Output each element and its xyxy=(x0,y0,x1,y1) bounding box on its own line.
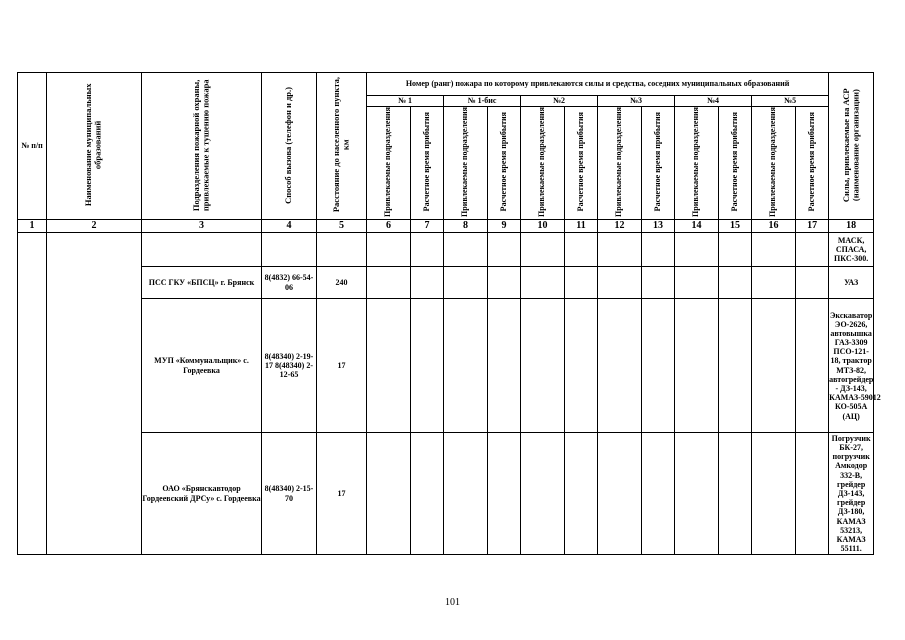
call-cell: 8(4832) 66-54-06 xyxy=(262,267,317,299)
column-number: 3 xyxy=(142,220,262,233)
unit-cell xyxy=(142,233,262,267)
table-row xyxy=(18,299,874,433)
table-row xyxy=(18,433,874,555)
column-number: 14 xyxy=(675,220,719,233)
subheader-units-label: Привлекаемые подразделения xyxy=(460,107,470,217)
subheader-units-label: Привлекаемые подразделения xyxy=(768,107,778,217)
empty-cell xyxy=(565,433,598,555)
distance-cell: 17 xyxy=(317,299,367,433)
column-number: 4 xyxy=(262,220,317,233)
empty-cell xyxy=(488,267,521,299)
empty-cell xyxy=(565,233,598,267)
empty-cell xyxy=(488,233,521,267)
column-number: 5 xyxy=(317,220,367,233)
column-number: 18 xyxy=(829,220,874,233)
empty-cell xyxy=(752,299,796,433)
rank-header-3 xyxy=(598,96,675,107)
rank-label: №3 xyxy=(629,96,643,106)
header-col-municipality xyxy=(47,73,142,220)
subheader-time xyxy=(411,107,444,220)
distance-cell: 240 xyxy=(317,267,367,299)
subheader-units-label: Привлекаемые подразделения xyxy=(691,107,701,217)
table-row xyxy=(18,267,874,299)
empty-cell xyxy=(598,299,642,433)
column-number: 11 xyxy=(565,220,598,233)
empty-cell xyxy=(796,233,829,267)
column-number: 8 xyxy=(444,220,488,233)
municipality-cell xyxy=(47,233,142,555)
asr-forces-cell: МАСК, СПАСА, ПКС-300. xyxy=(829,233,874,267)
empty-cell xyxy=(444,267,488,299)
header-col-asr xyxy=(829,73,874,220)
table-row xyxy=(18,233,874,267)
header-rank-group-label: Номер (ранг) пожара по которому привлекаются силы и средства, соседних муниципальных образований xyxy=(405,79,790,89)
empty-cell xyxy=(675,433,719,555)
empty-cell xyxy=(675,267,719,299)
header-units-label: Подразделения пожарной охраны, привлекаемые к тушению пожара xyxy=(190,79,211,211)
column-number: 10 xyxy=(521,220,565,233)
header-rank-group xyxy=(367,73,829,96)
header-distance-label: Расстояние до населенного пункта, км xyxy=(330,77,351,213)
empty-cell xyxy=(796,433,829,555)
empty-cell xyxy=(367,233,411,267)
empty-cell xyxy=(642,433,675,555)
header-col-number-label: № п/п xyxy=(21,141,43,151)
empty-cell xyxy=(642,299,675,433)
empty-cell xyxy=(367,299,411,433)
subheader-units-label: Привлекаемые подразделения xyxy=(383,107,393,217)
empty-cell xyxy=(642,233,675,267)
empty-cell xyxy=(719,267,752,299)
header-call-label: Способ вызова (телефон и др.) xyxy=(283,86,294,204)
empty-cell xyxy=(675,299,719,433)
header-col-number xyxy=(18,73,47,220)
column-number: 2 xyxy=(47,220,142,233)
subheader-units xyxy=(521,107,565,220)
call-cell xyxy=(262,233,317,267)
empty-cell xyxy=(411,433,444,555)
rank-header-1 xyxy=(367,96,444,107)
empty-cell xyxy=(565,299,598,433)
subheader-time-label: Расчетное время прибытия xyxy=(652,112,662,212)
column-numbers-row xyxy=(18,220,874,233)
empty-cell xyxy=(367,433,411,555)
subheader-time-label: Расчетное время прибытия xyxy=(498,112,508,212)
call-cell: 8(48340) 2-19-17 8(48340) 2-12-65 xyxy=(262,299,317,433)
empty-cell xyxy=(598,267,642,299)
empty-cell xyxy=(411,233,444,267)
subheader-time-label: Расчетное время прибытия xyxy=(806,112,816,212)
empty-cell xyxy=(521,433,565,555)
column-number: 12 xyxy=(598,220,642,233)
subheader-time xyxy=(565,107,598,220)
empty-cell xyxy=(598,433,642,555)
subheader-units xyxy=(444,107,488,220)
empty-cell xyxy=(488,299,521,433)
unit-cell: ПСС ГКУ «БПСЦ» г. Брянск xyxy=(142,267,262,299)
empty-cell xyxy=(521,299,565,433)
asr-forces-cell: Экскаватор ЭО-2626, автовышка ГАЗ-3309 ПСО-121-18, трактор МТЗ-82, автогрейдер - ДЗ-143, КАМАЗ-59012 КО-505А (АЦ) xyxy=(829,299,874,433)
subheader-units xyxy=(675,107,719,220)
row-number-cell xyxy=(18,233,47,555)
empty-cell xyxy=(411,299,444,433)
unit-cell: МУП «Коммунальщик» с. Гордеевка xyxy=(142,299,262,433)
empty-cell xyxy=(642,267,675,299)
empty-cell xyxy=(565,267,598,299)
column-number: 1 xyxy=(18,220,47,233)
empty-cell xyxy=(719,233,752,267)
empty-cell xyxy=(752,267,796,299)
empty-cell xyxy=(719,299,752,433)
asr-forces-cell: УАЗ xyxy=(829,267,874,299)
empty-cell xyxy=(444,433,488,555)
subheader-units xyxy=(752,107,796,220)
rank-label: №2 xyxy=(552,96,566,106)
rank-label: №4 xyxy=(706,96,720,106)
subheader-units-label: Привлекаемые подразделения xyxy=(614,107,624,217)
asr-forces-cell: Погрузчик БК-27, погрузчик Амкодор 332-В, грейдер ДЗ-143, грейдер ДЗ-180, КАМАЗ 53213, КАМАЗ 55111. xyxy=(829,433,874,555)
empty-cell xyxy=(367,267,411,299)
column-number: 17 xyxy=(796,220,829,233)
header-asr-label: Силы, привлекаемые на АСР (наименование организации) xyxy=(840,88,861,202)
rank-label: № 1-бис xyxy=(467,96,497,106)
rank-label: №5 xyxy=(784,96,797,106)
header-municipality-label: Наименование муниципальных образований xyxy=(83,83,103,207)
call-cell: 8(48340) 2-15-70 xyxy=(262,433,317,555)
empty-cell xyxy=(444,233,488,267)
subheader-time-label: Расчетное время прибытия xyxy=(729,112,739,212)
rank-header-1bis xyxy=(444,96,521,107)
column-number: 7 xyxy=(411,220,444,233)
empty-cell xyxy=(521,233,565,267)
header-col-units xyxy=(142,73,262,220)
subheader-time xyxy=(719,107,752,220)
subheader-units xyxy=(367,107,411,220)
empty-cell xyxy=(411,267,444,299)
empty-cell xyxy=(752,233,796,267)
empty-cell xyxy=(521,267,565,299)
page-number: 101 xyxy=(445,597,460,608)
subheader-time xyxy=(642,107,675,220)
empty-cell xyxy=(752,433,796,555)
empty-cell xyxy=(796,299,829,433)
header-col-call xyxy=(262,73,317,220)
subheader-units xyxy=(598,107,642,220)
subheader-time xyxy=(488,107,521,220)
subheader-units-label: Привлекаемые подразделения xyxy=(537,107,547,217)
distance-cell: 17 xyxy=(317,433,367,555)
rank-header-4 xyxy=(675,96,752,107)
unit-cell: ОАО «Брянскавтодор Гордеевский ДРСу» с. Гордеевка xyxy=(142,433,262,555)
rank-label: № 1 xyxy=(397,96,413,106)
empty-cell xyxy=(719,433,752,555)
empty-cell xyxy=(598,233,642,267)
fire-forces-table xyxy=(17,72,881,555)
subheader-time-label: Расчетное время прибытия xyxy=(421,112,431,212)
column-number: 9 xyxy=(488,220,521,233)
column-number: 6 xyxy=(367,220,411,233)
rank-header-5 xyxy=(752,96,829,107)
distance-cell xyxy=(317,233,367,267)
empty-cell xyxy=(488,433,521,555)
subheader-time xyxy=(796,107,829,220)
column-number: 15 xyxy=(719,220,752,233)
rank-header-2 xyxy=(521,96,598,107)
column-number: 16 xyxy=(752,220,796,233)
empty-cell xyxy=(675,233,719,267)
empty-cell xyxy=(444,299,488,433)
empty-cell xyxy=(796,267,829,299)
subheader-time-label: Расчетное время прибытия xyxy=(575,112,585,212)
header-col-distance xyxy=(317,73,367,220)
column-number: 13 xyxy=(642,220,675,233)
